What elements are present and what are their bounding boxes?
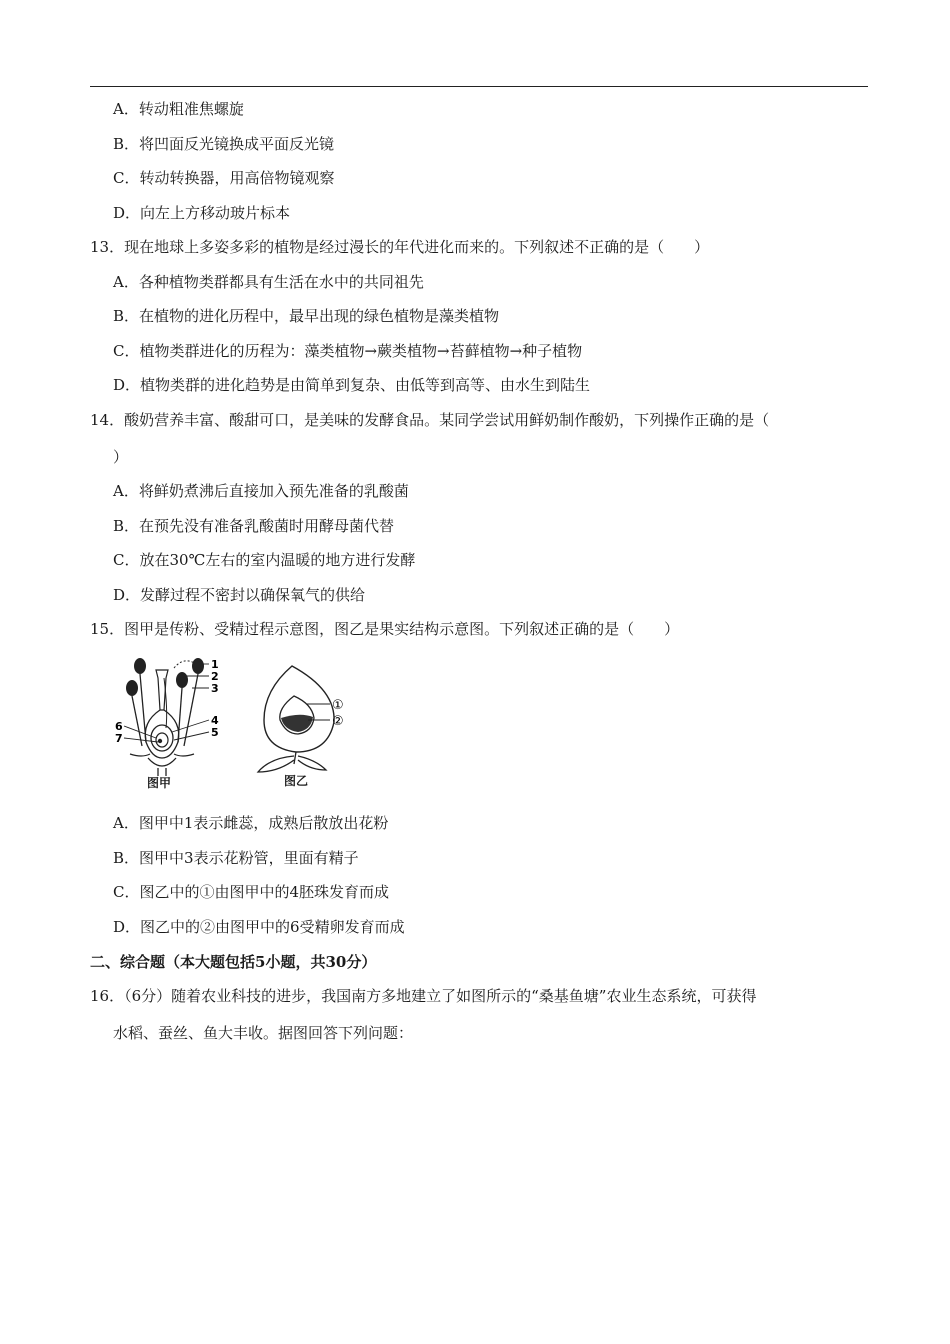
q13-stem: 13．现在地球上多姿多彩的植物是经过漫长的年代进化而来的。下列叙述不正确的是（ ） (90, 238, 710, 256)
q15-option-b: B．图甲中3表示花粉管，里面有精子 (113, 849, 359, 867)
jia-label-3: 3 (211, 682, 219, 695)
flower-diagram-svg (112, 650, 232, 795)
jia-label-1: 1 (211, 658, 219, 671)
jia-label-5: 5 (211, 726, 219, 739)
q13-option-d: D．植物类群的进化趋势是由简单到复杂、由低等到高等、由水生到陆生 (113, 376, 591, 394)
q14-stem-cont: ） (113, 448, 129, 466)
q12-option-a: A．转动粗准焦螺旋 (113, 100, 244, 118)
jia-label-2: 2 (211, 670, 219, 683)
q12-option-b: B．将凹面反光镜换成平面反光镜 (113, 135, 335, 153)
q16-stem: 16．（6分）随着农业科技的进步，我国南方多地建立了如图所示的“桑基鱼塘”农业生态系统，可获得 (90, 987, 757, 1005)
yi-label-2: ② (332, 714, 344, 729)
q15-option-a: A．图甲中1表示雌蕊，成熟后散放出花粉 (113, 814, 389, 832)
q12-option-c: C．转动转换器，用高倍物镜观察 (113, 169, 335, 187)
header-rule (90, 86, 868, 87)
jia-label-7: 7 (115, 732, 123, 745)
q14-stem: 14．酸奶营养丰富、酸甜可口，是美味的发酵食品。某同学尝试用鲜奶制作酸奶，下列操作正确的是（ (90, 411, 770, 429)
q13-option-c: C．植物类群进化的历程为：藻类植物→蕨类植物→苔藓植物→种子植物 (113, 342, 583, 360)
jia-label-4: 4 (211, 714, 219, 727)
q13-option-a: A．各种植物类群都具有生活在水中的共同祖先 (113, 273, 424, 291)
figure-jia-caption: 图甲 (147, 776, 172, 790)
jia-label-6: 6 (115, 720, 123, 733)
section-title: 二、综合题（本大题包括5小题，共30分） (90, 953, 377, 971)
q14-option-d: D．发酵过程不密封以确保氧气的供给 (113, 586, 366, 604)
q15-stem: 15．图甲是传粉、受精过程示意图，图乙是果实结构示意图。下列叙述正确的是（ ） (90, 620, 680, 638)
q14-option-a: A．将鲜奶煮沸后直接加入预先准备的乳酸菌 (113, 482, 409, 500)
q16-stem-cont: 水稻、蚕丝、鱼大丰收。据图回答下列问题： (113, 1024, 414, 1042)
figure-jia (112, 650, 232, 795)
figure-yi-caption: 图乙 (284, 774, 309, 788)
q15-option-d: D．图乙中的②由图甲中的6受精卵发育而成 (113, 918, 405, 936)
q14-option-b: B．在预先没有准备乳酸菌时用酵母菌代替 (113, 517, 395, 535)
q12-option-d: D．向左上方移动玻片标本 (113, 204, 291, 222)
q13-option-b: B．在植物的进化历程中，最早出现的绿色植物是藻类植物 (113, 307, 500, 325)
figure-yi (250, 660, 360, 795)
q14-option-c: C．放在30℃左右的室内温暖的地方进行发酵 (113, 551, 416, 569)
yi-label-1: ① (332, 698, 344, 713)
q15-option-c: C．图乙中的①由图甲中的4胚珠发育而成 (113, 883, 390, 901)
